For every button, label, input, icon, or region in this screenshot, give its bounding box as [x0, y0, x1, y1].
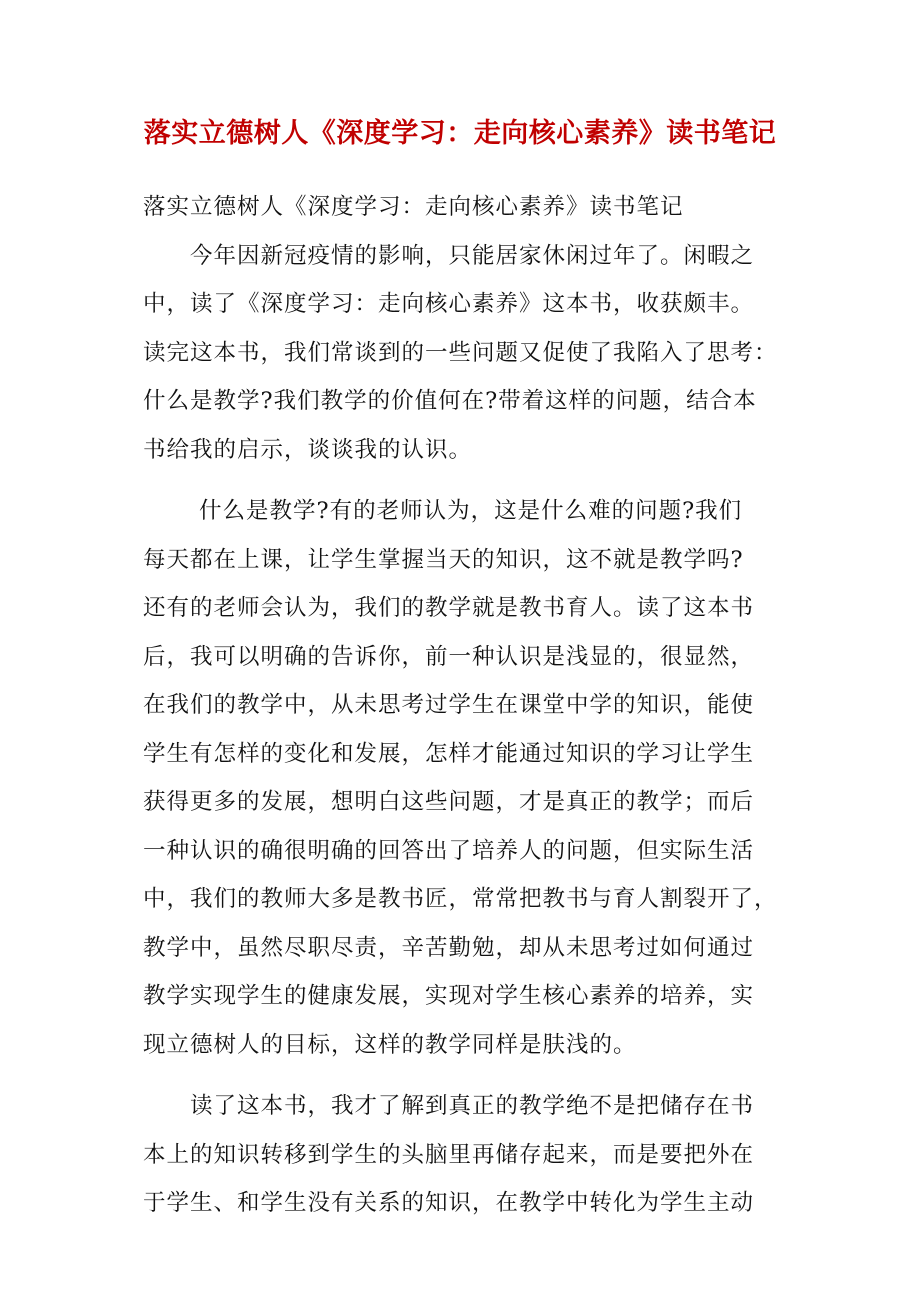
- paragraph-1-line-4: 什么是教学?我们教学的价值何在?带着这样的问题，结合本: [143, 388, 757, 414]
- paragraph-2-line-5: 在我们的教学中，从未思考过学生在课堂中学的知识，能使: [143, 692, 755, 718]
- paragraph-2-line-7: 获得更多的发展，想明白这些问题，才是真正的教学；而后: [143, 789, 755, 815]
- paragraph-2-line-8: 一种认识的确很明确的回答出了培养人的问题，但实际生活: [143, 837, 755, 864]
- paragraph-2-line-1: 什么是教学?有的老师认为，这是什么难的问题?我们: [199, 498, 743, 524]
- paragraph-2-line-4: 后，我可以明确的告诉你，前一种认识是浅显的，很显然，: [143, 643, 755, 670]
- document-subtitle: 落实立德树人《深度学习：走向核心素养》读书笔记: [143, 194, 684, 220]
- paragraph-1-line-2: 中，读了《深度学习：走向核心素养》这本书，收获颇丰。: [143, 291, 755, 317]
- document-title: 落实立德树人《深度学习：走向核心素养》读书笔记: [143, 118, 777, 149]
- paragraph-3-line-2: 本上的知识转移到学生的头脑里再储存起来，而是要把外在: [143, 1141, 755, 1168]
- document-body: [143, 183, 783, 1228]
- paragraph-3-line-1: 读了这本书，我才了解到真正的教学绝不是把储存在书: [190, 1093, 755, 1119]
- paragraph-1-line-3: 读完这本书，我们常谈到的一些问题又促使了我陷入了思考：: [143, 339, 778, 366]
- paragraph-2-line-10: 教学中，虽然尽职尽责，辛苦勤勉，却从未思考过如何通过: [143, 934, 755, 961]
- paragraph-3-line-3: 于学生、和学生没有关系的知识，在教学中转化为学生主动: [143, 1190, 755, 1216]
- paragraph-2-line-6: 学生有怎样的变化和发展，怎样才能通过知识的学习让学生: [143, 740, 755, 767]
- paragraph-2-line-12: 现立德树人的目标，这样的教学同样是肤浅的。: [143, 1031, 637, 1058]
- paragraph-1-line-5: 书给我的启示，谈谈我的认识。: [143, 436, 473, 463]
- paragraph-2-line-3: 还有的老师会认为，我们的教学就是教书育人。读了这本书: [143, 595, 755, 621]
- paragraph-1-line-1: 今年因新冠疫情的影响，只能居家休闲过年了。闲暇之: [190, 242, 755, 269]
- paragraph-2-line-2: 每天都在上课，让学生掌握当天的知识，这不就是教学吗?: [143, 546, 744, 573]
- paragraph-2-line-9: 中，我们的教师大多是教书匠，常常把教书与育人割裂开了，: [143, 886, 778, 912]
- paragraph-2-line-11: 教学实现学生的健康发展，实现对学生核心素养的培养，实: [143, 983, 755, 1009]
